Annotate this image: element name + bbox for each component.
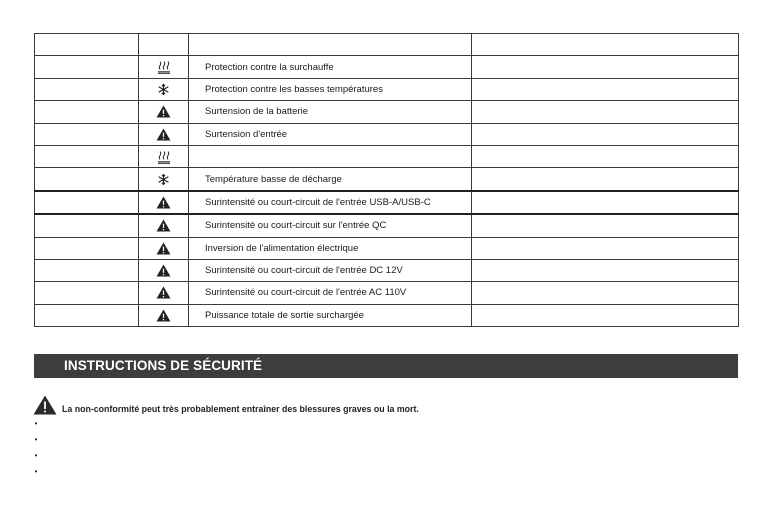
code-cell — [35, 78, 139, 100]
code-cell — [35, 214, 139, 237]
table-row — [35, 237, 739, 259]
icon-cell — [139, 259, 189, 281]
table-row — [35, 191, 739, 214]
solution-cell — [472, 56, 739, 78]
table-row — [35, 78, 739, 100]
solution-cell — [472, 101, 739, 123]
code-cell — [35, 123, 139, 145]
solution-cell — [472, 282, 739, 304]
code-cell — [35, 259, 139, 281]
warning-icon — [156, 105, 171, 118]
safety-instructions-heading: INSTRUCTIONS DE SÉCURITÉ — [34, 354, 738, 378]
warning-icon — [156, 219, 171, 232]
icon-cell — [139, 168, 189, 191]
table-row — [35, 34, 739, 56]
solution-cell — [472, 123, 739, 145]
icon-cell — [139, 191, 189, 214]
warning-icon — [156, 309, 171, 322]
list-item: • — [34, 467, 38, 476]
solution-cell — [472, 168, 739, 191]
icon-cell — [139, 145, 189, 167]
description-cell — [189, 145, 472, 167]
warning-icon — [156, 264, 171, 277]
code-cell — [35, 145, 139, 167]
solution-cell — [472, 214, 739, 237]
code-cell — [35, 304, 139, 326]
icon-cell — [139, 214, 189, 237]
solution-cell — [472, 78, 739, 100]
description-cell: Protection contre la surchauffe — [189, 56, 472, 78]
snowflake-icon — [157, 83, 170, 96]
code-cell — [35, 168, 139, 191]
solution-cell — [472, 191, 739, 214]
warning-text: La non-conformité peut très probablement entraîner des blessures graves ou la mort. — [62, 404, 419, 414]
table-row — [35, 304, 739, 326]
icon-cell — [139, 56, 189, 78]
list-item: • — [34, 435, 38, 444]
code-cell — [35, 56, 139, 78]
description-cell — [189, 34, 472, 56]
icon-cell — [139, 78, 189, 100]
icon-cell — [139, 34, 189, 56]
icon-cell — [139, 101, 189, 123]
solution-cell — [472, 34, 739, 56]
list-item: • — [34, 419, 38, 428]
code-cell — [35, 282, 139, 304]
description-cell: Surintensité ou court-circuit sur l'entrée QC — [189, 214, 472, 237]
table-row — [35, 56, 739, 78]
warning-icon — [156, 242, 171, 255]
warning-icon — [33, 395, 57, 415]
code-cell — [35, 191, 139, 214]
code-cell — [35, 101, 139, 123]
heat-icon — [157, 150, 171, 164]
warning-icon — [156, 128, 171, 141]
description-cell: Surintensité ou court-circuit de l'entrée DC 12V — [189, 259, 472, 281]
table-row — [35, 145, 739, 167]
solution-cell — [472, 237, 739, 259]
table-row — [35, 214, 739, 237]
table-row — [35, 101, 739, 123]
icon-cell — [139, 304, 189, 326]
description-cell: Inversion de l'alimentation électrique — [189, 237, 472, 259]
icon-cell — [139, 282, 189, 304]
error-code-table — [34, 33, 739, 327]
solution-cell — [472, 304, 739, 326]
solution-cell — [472, 145, 739, 167]
icon-cell — [139, 123, 189, 145]
list-item: • — [34, 451, 38, 460]
solution-cell — [472, 259, 739, 281]
description-cell: Température basse de décharge — [189, 168, 472, 191]
description-cell: Puissance totale de sortie surchargée — [189, 304, 472, 326]
description-cell: Surintensité ou court-circuit de l'entrée USB-A/USB-C — [189, 191, 472, 214]
table-row — [35, 123, 739, 145]
snowflake-icon — [157, 173, 170, 186]
icon-cell — [139, 237, 189, 259]
code-cell — [35, 34, 139, 56]
table-row — [35, 259, 739, 281]
description-cell: Protection contre les basses températures — [189, 78, 472, 100]
warning-icon — [156, 286, 171, 299]
warning-icon — [156, 196, 171, 209]
code-cell — [35, 237, 139, 259]
description-cell: Surintensité ou court-circuit de l'entrée AC 110V — [189, 282, 472, 304]
table-row — [35, 282, 739, 304]
description-cell: Surtension d'entrée — [189, 123, 472, 145]
heat-icon — [157, 60, 171, 74]
table-row — [35, 168, 739, 191]
description-cell: Surtension de la batterie — [189, 101, 472, 123]
